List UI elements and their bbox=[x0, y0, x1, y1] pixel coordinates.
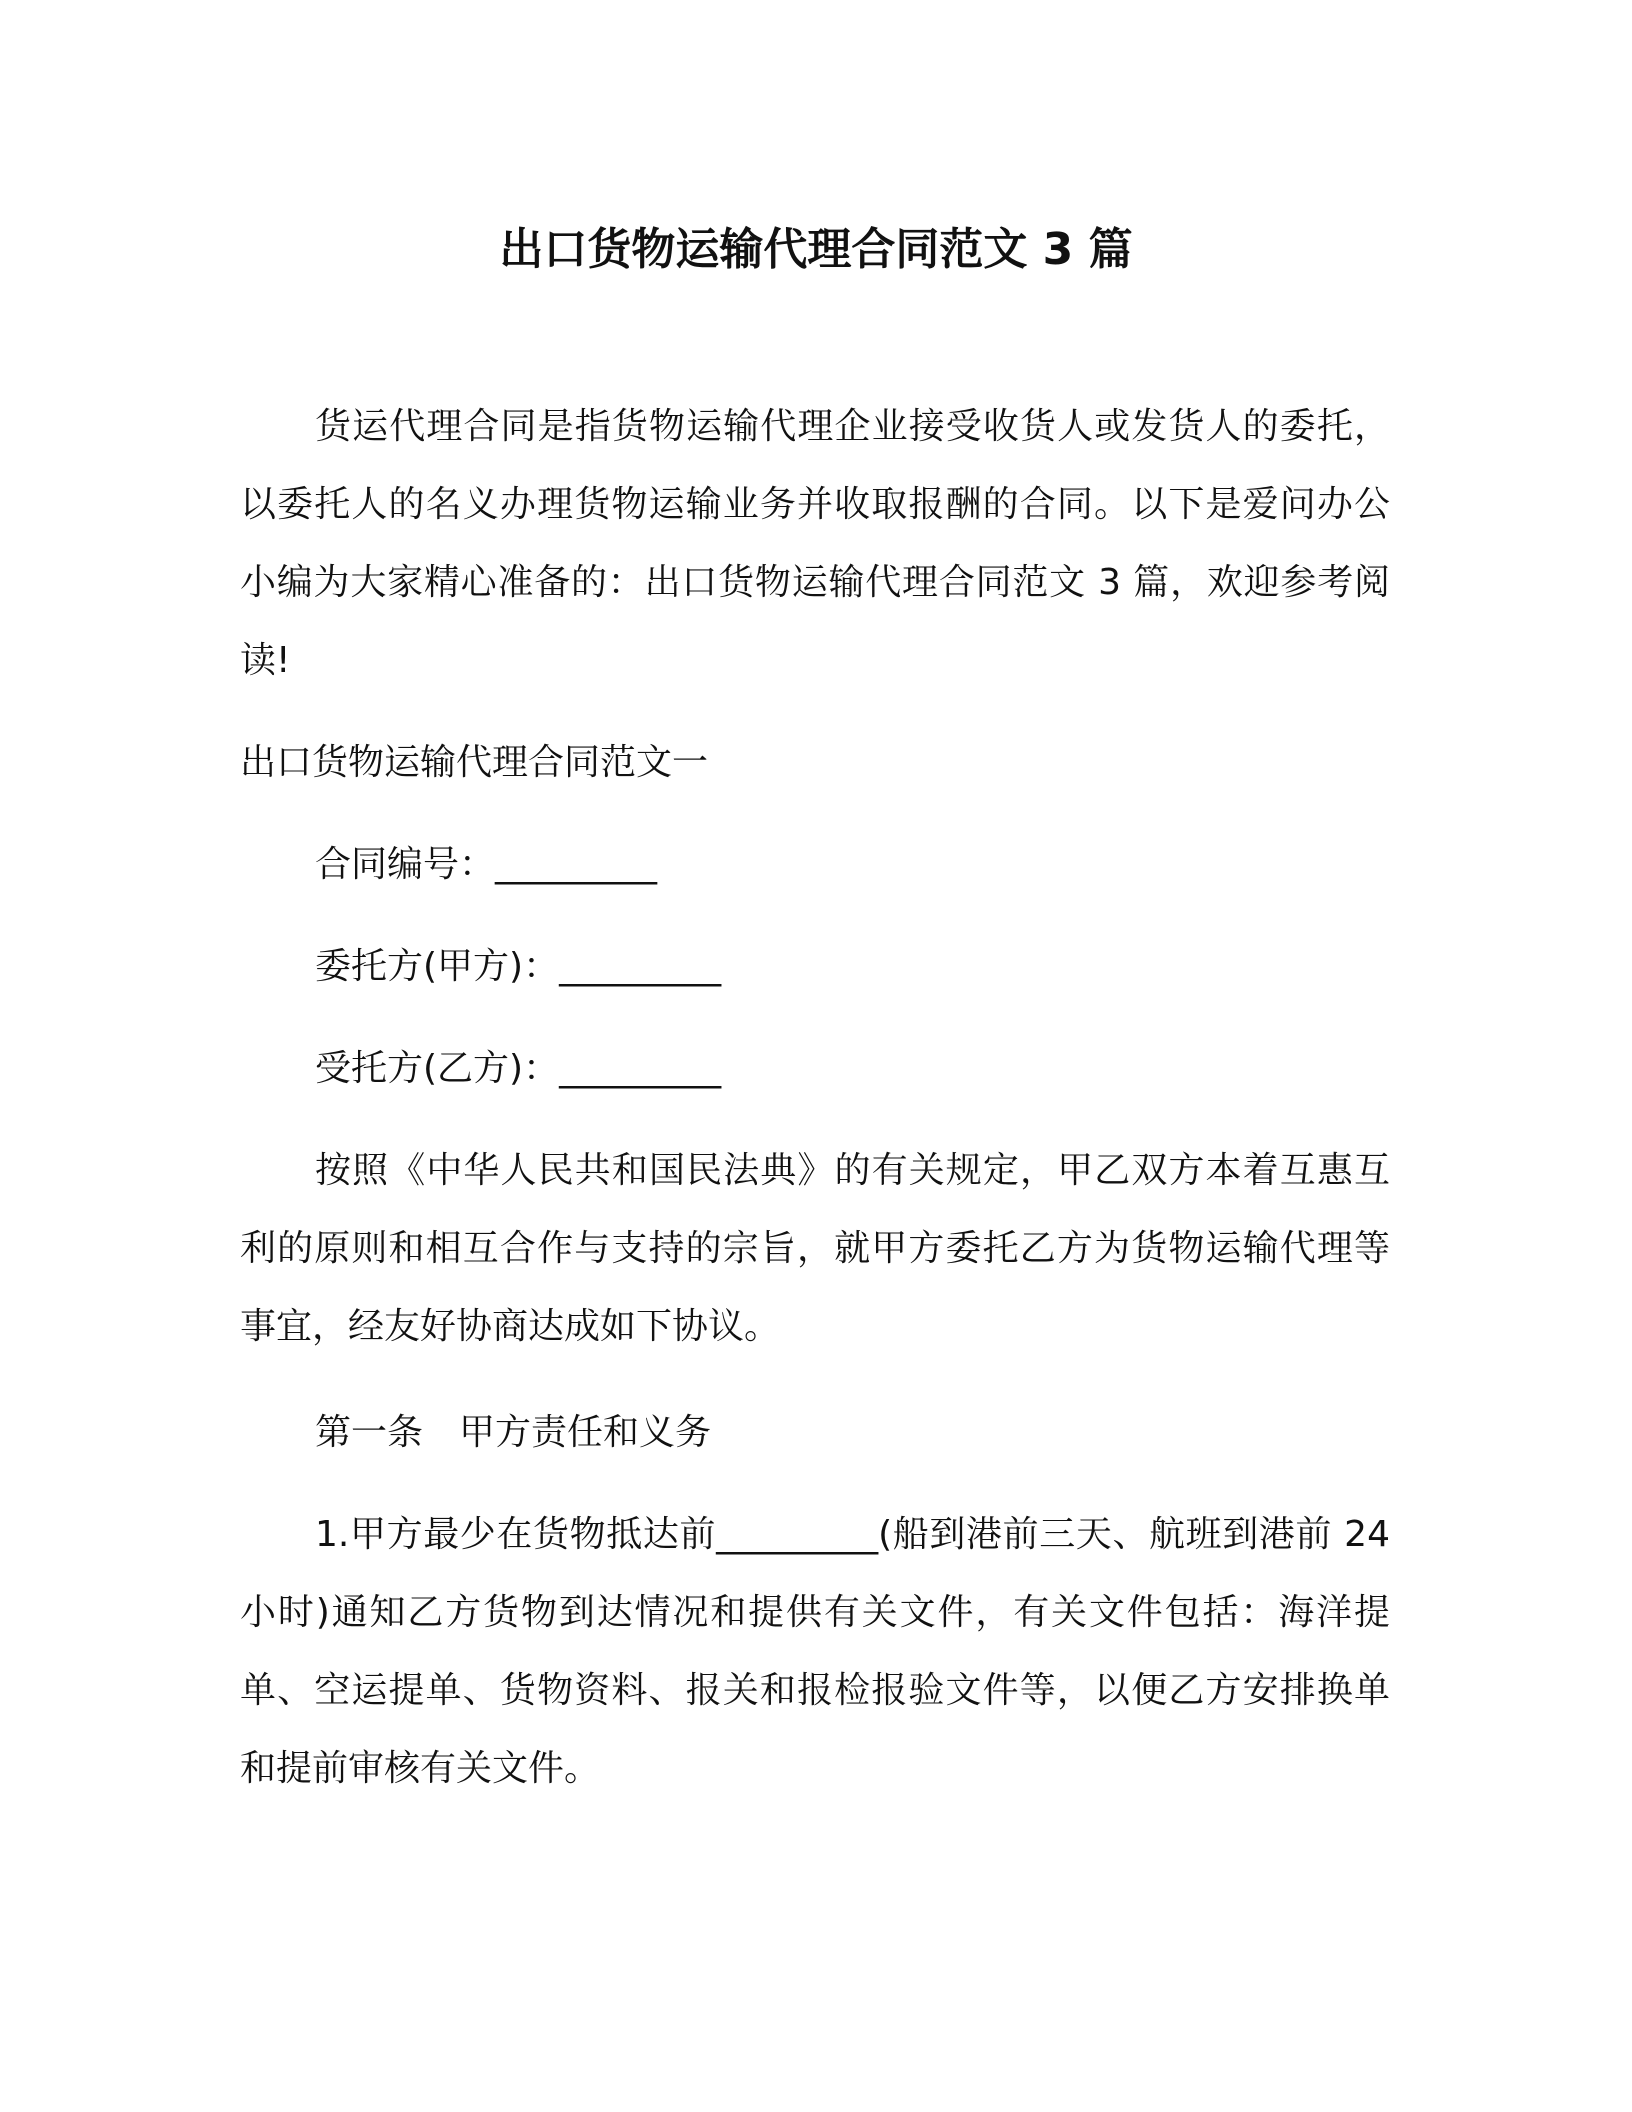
preamble-paragraph: 按照《中华人民共和国民法典》的有关规定，甲乙双方本着互惠互利的原则和相互合作与支持的宗旨，就甲方委托乙方为货物运输代理等事宜，经友好协商达成如下协议。 bbox=[240, 1150, 1390, 1347]
document-title: 出口货物运输代理合同范文 3 篇 bbox=[499, 224, 1133, 275]
intro-paragraph: 货运代理合同是指货物运输代理企业接受收货人或发货人的委托，以委托人的名义办理货物运输业务并收取报酬的合同。以下是爱问办公小编为大家精心准备的：出口货物运输代理合同范文 3 篇，欢迎参考阅读! bbox=[240, 406, 1390, 681]
contract-number-field: 合同编号：_________ bbox=[315, 844, 658, 885]
section-heading: 出口货物运输代理合同范文一 bbox=[240, 742, 709, 783]
document-body bbox=[240, 388, 1390, 1808]
party-b-field: 受托方(乙方)：_________ bbox=[315, 1048, 722, 1089]
party-a-field: 委托方(甲方)：_________ bbox=[315, 946, 722, 987]
article-1-heading: 第一条 甲方责任和义务 bbox=[315, 1412, 712, 1453]
clause-1-paragraph: 1.甲方最少在货物抵达前_________(船到港前三天、航班到港前 24 小时)通知乙方货物到达情况和提供有关文件，有关文件包括：海洋提单、空运提单、货物资料、报关和报检报验文件等，以便乙方安排换单和提前审核有关文件。 bbox=[240, 1514, 1390, 1789]
